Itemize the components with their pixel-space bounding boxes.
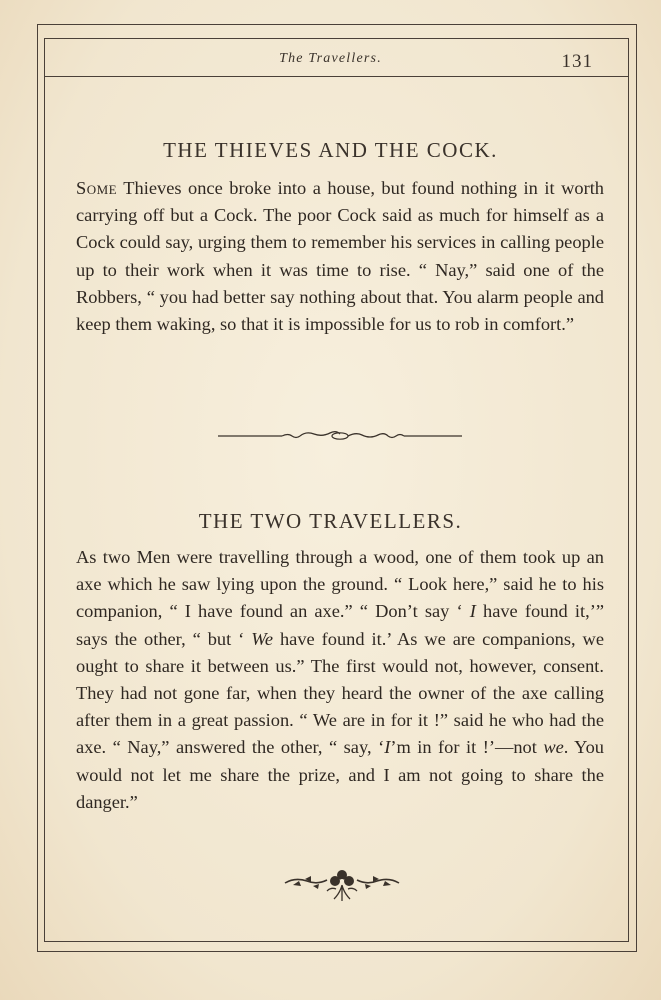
body-segment: As two Men were travelling through a wood, one of them took up an axe which he saw lying upon the ground. “ Look here,” said he to his companion, “ I have found an axe.” “ Don’t say ‘ bbox=[76, 547, 604, 622]
scroll-divider-ornament bbox=[218, 428, 462, 444]
story-body-travellers bbox=[76, 544, 604, 816]
body-segment: have found it.’ As we are companions, we ought to share it between us.” The first would not, however, consent. They had not gone far, when they heard the owner of the axe calling after them in a great passion. “ We are in for it !” said he who had the axe. “ Nay,” answered the other, “ say, ‘ bbox=[76, 628, 604, 758]
story-title-travellers: THE TWO TRAVELLERS. bbox=[198, 509, 463, 533]
running-head: The Travellers. bbox=[279, 51, 382, 66]
italic-word: I bbox=[384, 737, 391, 758]
floral-tailpiece-ornament bbox=[283, 865, 401, 905]
body-segment: have found it,’” says the other, “ but ‘ bbox=[76, 601, 604, 649]
italic-word: We bbox=[251, 628, 274, 649]
body-segment: ’m in for it !’—not bbox=[390, 737, 544, 758]
story-title-thieves: THE THIEVES AND THE COCK. bbox=[163, 138, 498, 162]
story-body-text: Thieves once broke into a house, but found nothing in it worth carrying off but a Cock. The poor Cock said as much for himself as a Cock could say, urging them to remember his services in calling people up to their work when it was time to rise. “ Nay,” said one of the Robbers, “ you had better say nothing about that. You alarm people and keep them waking, so that it is impossible for us to rob in comfort.” bbox=[76, 178, 604, 335]
header-rule bbox=[44, 76, 629, 77]
page-number: 131 bbox=[561, 51, 593, 72]
italic-word: we bbox=[543, 737, 564, 758]
opening-word: Some bbox=[76, 178, 118, 198]
body-segment: . You would not let me share the prize, and I am not going to share the danger.” bbox=[76, 737, 605, 812]
story-body-thieves bbox=[76, 175, 604, 338]
italic-word: I bbox=[469, 601, 476, 622]
